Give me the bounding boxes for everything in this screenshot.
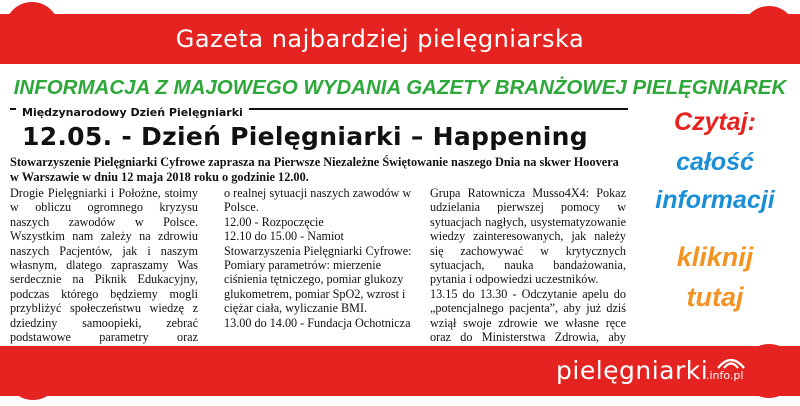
decorative-circle (5, 2, 59, 56)
decorative-circle (742, 344, 796, 398)
article-title: 12.05. - Dzień Pielęgniarki – Happening (22, 122, 588, 151)
article-column-1 (10, 186, 198, 359)
read-more-panel[interactable] (630, 106, 800, 336)
article-column-2 (224, 186, 412, 330)
logo-wordmark: pielęgniarki (556, 356, 709, 385)
paragraph: Drogie Pielęgniarki i Położne, stoimy w obliczu ogromnego kryzysu naszych zawodów w Polsce. Wszystkim nam zależy na zdrowiu naszych Pacjentów, jak i naszym własnym, dlatego zapraszamy Was serdecznie na Piknik Edukacyjny, podczas którego będziemy mogli przybliżyć społeczeństwu wiedzę z dziedziny samoopieki, zebrać podstawowe parametry oraz (10, 186, 198, 345)
headline: INFORMACJA Z MAJOWEGO WYDANIA GAZETY BRANŻOWEJ PIELĘGNIAREK (13, 76, 787, 99)
logo-domain: .info.pl (706, 369, 744, 382)
click-link[interactable]: kliknij (676, 242, 754, 272)
paragraph: 12.10 do 15.00 - Namiot Stowarzyszenia Pielęgniarki Cyfrowe: Pomiary parametrów: mierzenie ciśnienia tętniczego, pomiar glukozy glukometrem, pomiar SpO2, wzrost i ciężar ciała, wyliczanie BMI. (224, 229, 412, 316)
paragraph: Grupa Ratownicza Musso4X4: Pokaz udzielania pierwszej pomocy w sytuacjach nagłych, usystematyzowanie wiedzy zainteresowanych, jak należy się zachowywać w krytycznych sytuacjach, nauka bandażowania, pytania i odpowiedzi uczestników. (430, 186, 626, 287)
banner-title: Gazeta najbardziej pielęgniarska (175, 25, 585, 53)
read-label-information: informacji (655, 186, 775, 214)
decorative-circle (6, 346, 60, 400)
paragraph: 13.15 do 13.30 - Odczytanie apelu do „potencjalnego pacjenta”, aby już dziś wziął swoje zdrowie we własne ręce oraz do Ministerstwa Zdrowia, aby (430, 286, 626, 345)
newspaper-clipping[interactable] (10, 104, 628, 345)
paragraph: 13.00 do 14.00 - Fundacja Ochotnicza (224, 315, 411, 330)
signal-arcs-icon (716, 354, 746, 370)
read-label-whole: całość (676, 148, 754, 176)
paragraph: 12.00 - Rozpoczęcie (224, 214, 324, 229)
here-link[interactable]: tutaj (686, 282, 744, 312)
site-logo[interactable] (556, 354, 746, 390)
read-label: Czytaj: (674, 108, 756, 136)
article-lead: Stowarzyszenie Pielęgniarki Cyfrowe zaprasza na Pierwsze Niezależne Świętowanie naszego Dnia na skwer Hoovera w Warszawie w dniu 12 maja 2018 roku o godzinie 12.00. (10, 155, 619, 184)
decorative-circle (742, 6, 796, 60)
article-category: Międzynarodowy Dzień Pielęgniarki (16, 106, 249, 120)
top-banner (0, 14, 800, 64)
paragraph: o realnej sytuacji naszych zawodów w Polsce. (224, 186, 412, 215)
article-column-3 (430, 186, 626, 359)
